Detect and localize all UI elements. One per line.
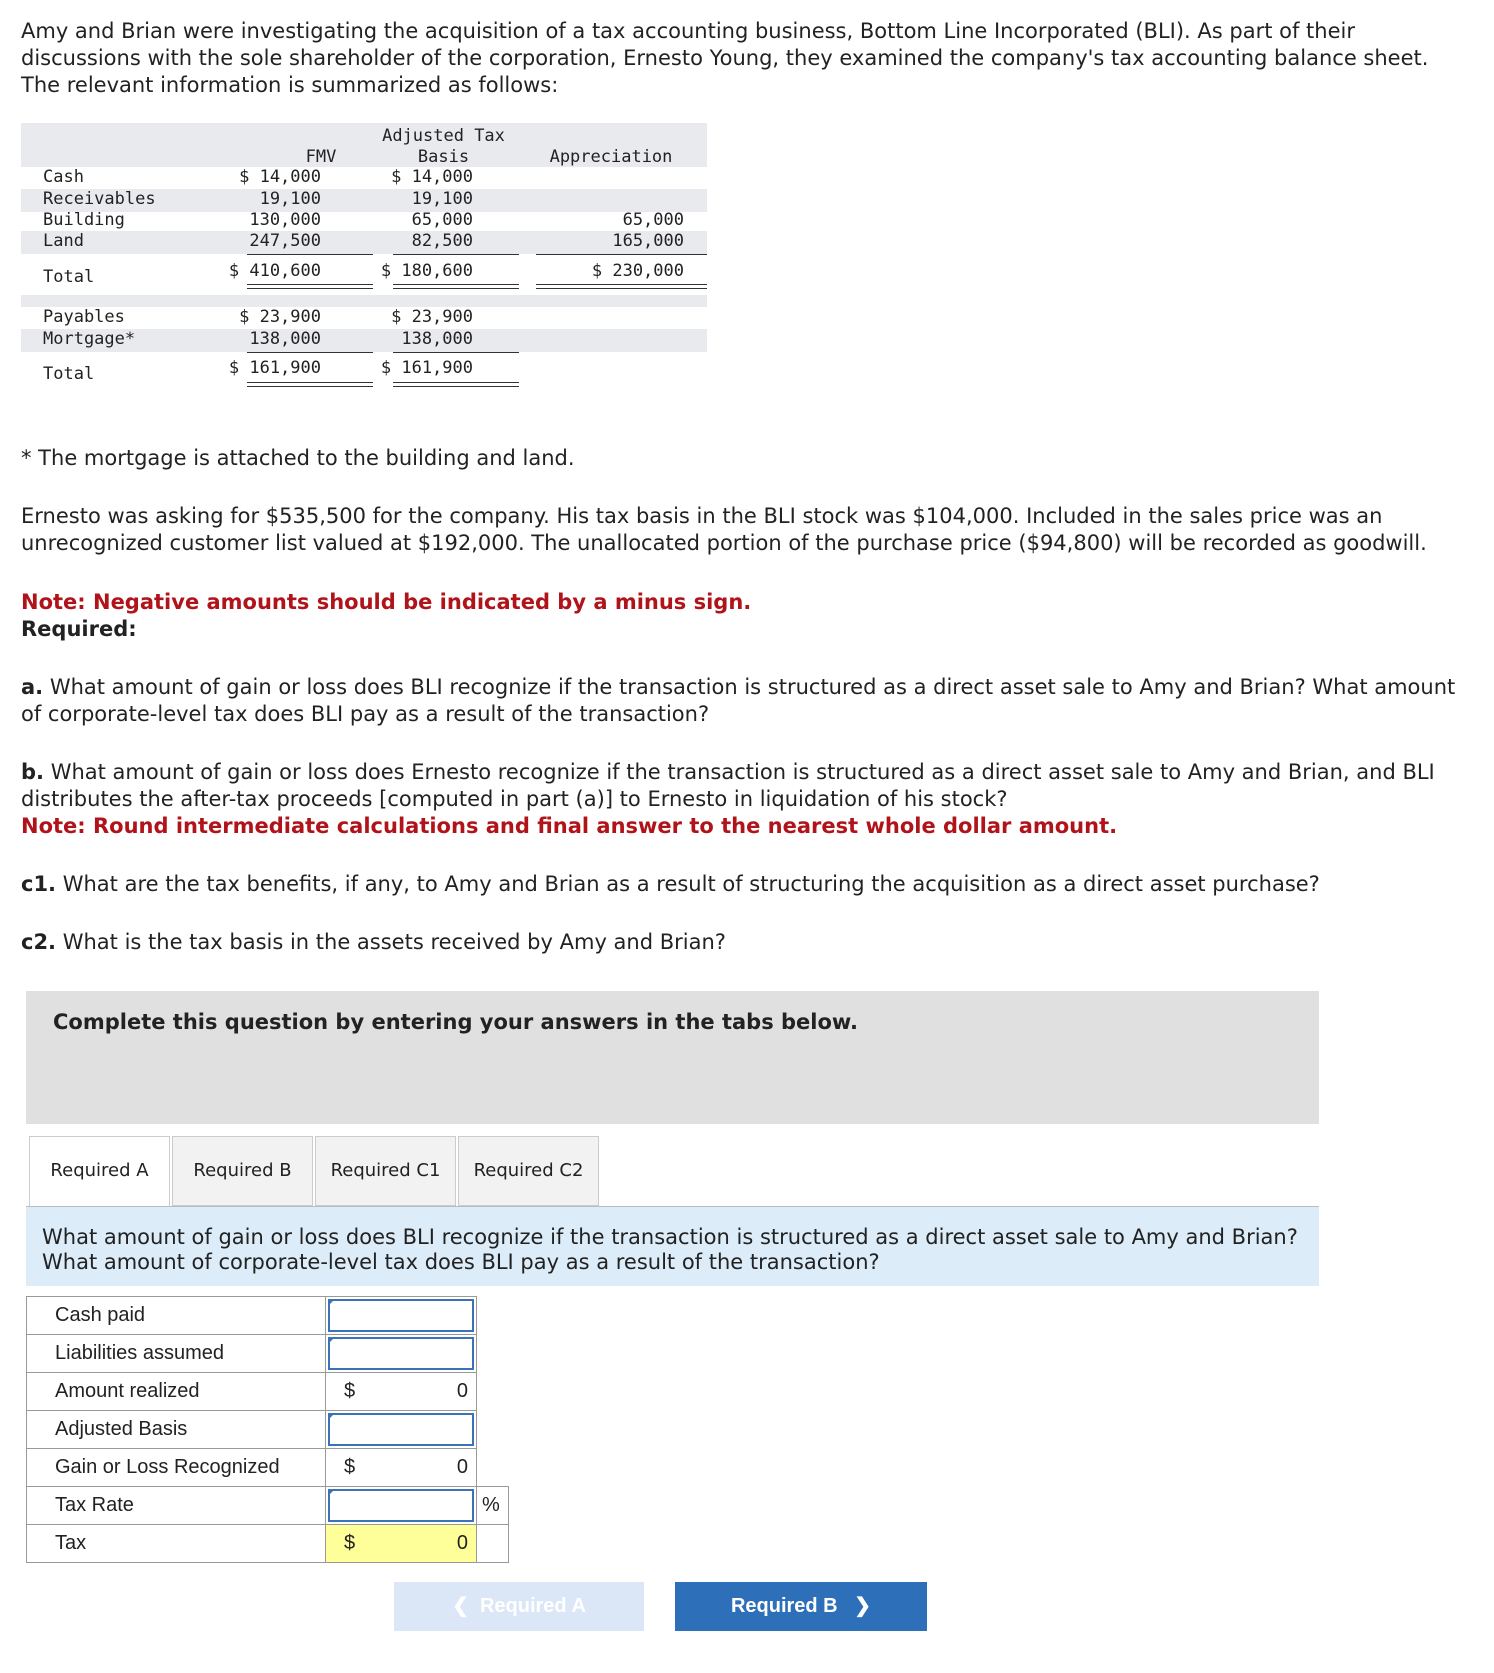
facts-text: Ernesto was asking for $535,500 for the company. His tax basis in the BLI stock was $104,000. Included in the sales price was an unrecognized customer list valued at $192,000. The unallocated portion of the purchase price ($94,800) will be recorded as goodwill. bbox=[21, 504, 1427, 555]
asset-row-land: Land 247,500 82,500 165,000 bbox=[21, 231, 707, 254]
active-question-box bbox=[26, 1206, 1319, 1286]
question-c2: c2. What is the tax basis in the assets received by Amy and Brian? bbox=[21, 930, 726, 954]
asset-row-cash: Cash $ 14,000 $ 14,000 bbox=[43, 167, 473, 187]
table-row-tax bbox=[27, 1525, 509, 1563]
header-basis-line1: Adjusted Tax bbox=[382, 126, 505, 146]
liability-row-mortgage: Mortgage* 138,000 138,000 bbox=[21, 329, 707, 352]
amount-realized-value: $ 0 bbox=[344, 1380, 468, 1402]
liability-row-payables: Payables $ 23,900 $ 23,900 bbox=[43, 307, 473, 327]
asset-row-receivables: Receivables 19,100 19,100 bbox=[21, 189, 707, 212]
tax-rate-input[interactable] bbox=[328, 1489, 474, 1522]
table-row-liabilities-assumed bbox=[27, 1335, 509, 1373]
label-liabilities-assumed: Liabilities assumed bbox=[27, 1335, 326, 1373]
question-a: a. What amount of gain or loss does BLI recognize if the transaction is structured as a direct asset sale to Amy and Brian? What amount of corporate-level tax does BLI pay as a result of the transaction? bbox=[21, 675, 1456, 726]
chevron-right-icon: ❯ bbox=[837, 1595, 872, 1617]
label-cash-paid: Cash paid bbox=[27, 1297, 326, 1335]
label-amount-realized: Amount realized bbox=[27, 1373, 326, 1411]
tab-required-b[interactable]: Required B bbox=[172, 1136, 313, 1206]
table-row-amount-realized bbox=[27, 1373, 509, 1411]
required-label: Required: bbox=[21, 617, 137, 641]
table-row-cash-paid bbox=[27, 1297, 509, 1335]
question-c1: c1. What are the tax benefits, if any, to Amy and Brian as a result of structuring the acquisition as a direct asset purchase? bbox=[21, 872, 1320, 896]
tab-required-a[interactable]: Required A bbox=[29, 1136, 170, 1207]
panel-title: Complete this question by entering your answers in the tabs below. bbox=[53, 1010, 858, 1034]
chevron-left-icon: ❮ bbox=[452, 1595, 480, 1617]
table-row-adjusted-basis bbox=[27, 1411, 509, 1449]
table-row-tax-rate bbox=[27, 1487, 509, 1525]
note-negative: Note: Negative amounts should be indicated by a minus sign. bbox=[21, 590, 752, 614]
tab-required-c1[interactable]: Required C1 bbox=[315, 1136, 456, 1206]
label-tax-rate: Tax Rate bbox=[27, 1487, 326, 1525]
asset-row-total: Total $ 410,600 $ 180,600 $ 230,000 bbox=[43, 261, 684, 287]
label-gain-loss: Gain or Loss Recognized bbox=[27, 1449, 326, 1487]
table-row-gain-loss bbox=[27, 1449, 509, 1487]
label-adjusted-basis: Adjusted Basis bbox=[27, 1411, 326, 1449]
question-b: b. What amount of gain or loss does Ernesto recognize if the transaction is structured as a direct asset sale to Amy and Brian, and BLI distributes the after-tax proceeds [computed in part (a)] to Ernesto in liquidation of his stock? bbox=[21, 760, 1435, 811]
percent-suffix: % bbox=[477, 1487, 509, 1525]
asset-row-building: Building 130,000 65,000 65,000 bbox=[43, 210, 684, 230]
active-question-text: What amount of gain or loss does BLI recognize if the transaction is structured as a direct asset sale to Amy and Brian? What amount of corporate-level tax does BLI pay as a result of the transaction? bbox=[42, 1225, 1298, 1274]
header-fmv: FMV bbox=[305, 147, 337, 167]
header-basis-line2: Basis bbox=[417, 147, 470, 167]
header-appreciation: Appreciation bbox=[549, 147, 673, 167]
liabilities-assumed-input[interactable] bbox=[328, 1337, 474, 1370]
prev-required-a-button[interactable]: ❮ Required A bbox=[394, 1582, 644, 1631]
question-b-note: Note: Round intermediate calculations and final answer to the nearest whole dollar amount. bbox=[21, 814, 1118, 838]
liability-row-total: Total $ 161,900 $ 161,900 bbox=[43, 358, 473, 384]
gain-loss-value: $ 0 bbox=[344, 1456, 468, 1478]
adjusted-basis-input[interactable] bbox=[328, 1413, 474, 1446]
footnote: * The mortgage is attached to the building and land. bbox=[21, 446, 575, 470]
intro-text: Amy and Brian were investigating the acquisition of a tax accounting business, Bottom Line Incorporated (BLI). As part of their discussions with the sole shareholder of the corporation, Ernesto Young, they examined the company's tax accounting balance sheet. The relevant information is summarized as follows: bbox=[21, 19, 1429, 97]
next-required-b-button[interactable]: Required B ❯ bbox=[675, 1582, 927, 1631]
tab-required-c2[interactable]: Required C2 bbox=[458, 1136, 599, 1206]
answer-table bbox=[26, 1296, 509, 1563]
tax-value: $ 0 bbox=[326, 1525, 476, 1562]
cash-paid-input[interactable] bbox=[328, 1299, 474, 1332]
question-panel bbox=[26, 991, 1319, 1124]
label-tax: Tax bbox=[27, 1525, 326, 1563]
